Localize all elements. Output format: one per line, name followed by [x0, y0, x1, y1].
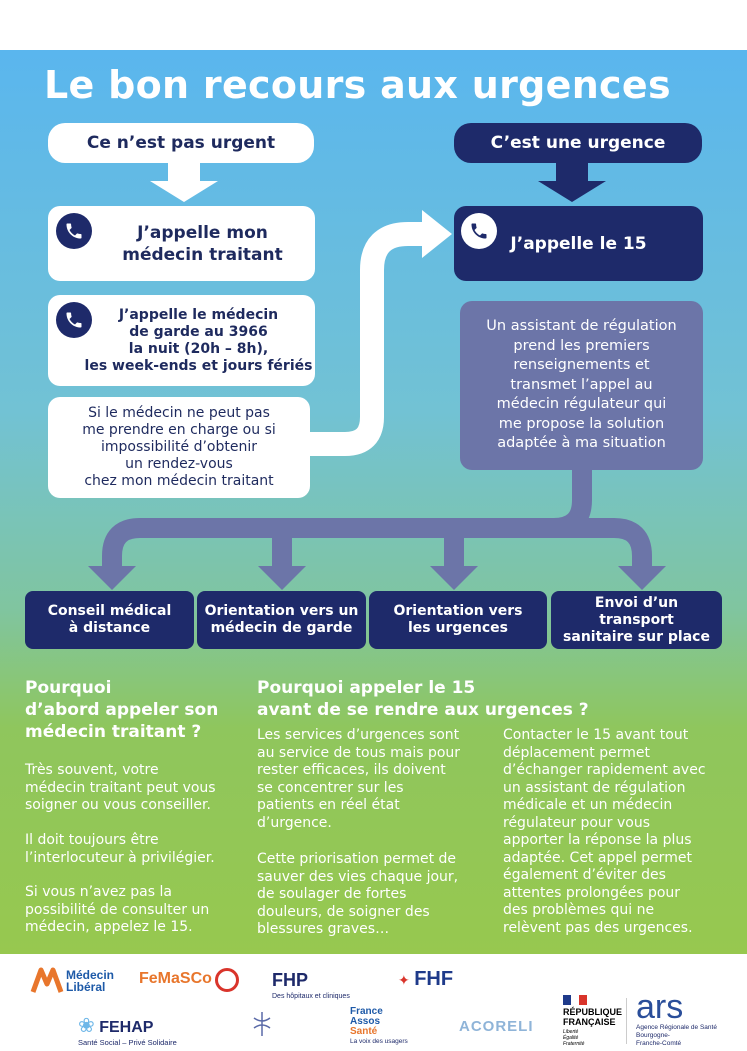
ars-subtitle-2: Bourgogne-: [636, 1032, 670, 1039]
marianne-flag-icon: [563, 995, 587, 1005]
call-doctor-card: [48, 206, 315, 281]
caduceus-logo: [232, 1010, 292, 1043]
outcome-4-line-1: Envoi d’un transport: [594, 594, 679, 628]
medecin-liberal-text-1: Médecin: [66, 968, 115, 982]
ars-logo: [636, 990, 717, 1048]
why-doctor-paragraph-3: [25, 884, 209, 937]
text-line: l’interlocuteur à privilégier.: [25, 849, 215, 866]
text-line: douleurs, de soigner des: [257, 903, 430, 920]
if-not-available-line-1: Si le médecin ne peut pas: [88, 405, 270, 421]
femasco-ring-icon: [215, 968, 239, 992]
text-line: relèvent pas des urgences.: [503, 919, 693, 936]
text-line: Cette priorisation permet de: [257, 851, 457, 867]
fhp-tagline: Des hôpitaux et cliniques: [272, 993, 350, 1000]
outcome-3-line-2: les urgences: [408, 620, 508, 636]
republique-francaise-logo: [563, 995, 622, 1047]
regulation-line-1: Un assistant de régulation: [486, 318, 677, 335]
call-3966-line-2: de garde au 3966: [129, 323, 268, 340]
arrow-down-left: [150, 163, 218, 202]
why-doctor-paragraph-1: [25, 762, 216, 815]
text-line: attentes prolongées pour: [503, 884, 681, 901]
logo-divider: [626, 998, 627, 1044]
fehap-flower-icon: ❀: [78, 1015, 95, 1037]
arrow-down-right: [538, 163, 606, 202]
why-15-col1-paragraph-2: [257, 851, 458, 939]
france-assos-text-3: Santé: [350, 1026, 378, 1037]
why-doctor-heading: [25, 677, 218, 743]
text-line: d’échanger rapidement avec: [503, 762, 706, 778]
text-line: médicale et un médecin: [503, 797, 673, 813]
outcome-medical-advice: [25, 591, 194, 649]
outcome-2-line-1: Orientation vers un: [204, 603, 359, 619]
phone-icon: [56, 302, 92, 338]
text-line: adaptée. Cet appel permet: [503, 849, 692, 866]
text-line: un assistant de régulation: [503, 779, 686, 796]
why-doctor-paragraph-2: [25, 832, 215, 867]
why-doctor-heading-line-1: Pourquoi: [25, 678, 112, 698]
call-3966-line-4: les week-ends et jours fériés: [84, 357, 313, 374]
why-15-heading: [257, 677, 589, 721]
text-line: apporter la réponse la plus: [503, 832, 692, 848]
text-line: patients en réel état: [257, 797, 400, 813]
text-line: Contacter le 15 avant tout: [503, 727, 689, 743]
republique-text-1: RÉPUBLIQUE: [563, 1007, 623, 1017]
caduceus-icon: [232, 1010, 292, 1038]
fehap-text: FEHAP: [99, 1019, 154, 1036]
why-doctor-heading-line-3: médecin traitant ?: [25, 722, 202, 742]
call-3966-line-1: J’appelle le médecin: [118, 306, 279, 323]
text-line: sauver des vies chaque jour,: [257, 868, 459, 885]
text-line: régulateur pour vous: [503, 814, 651, 831]
why-15-heading-line-2: avant de se rendre aux urgences ?: [257, 700, 589, 720]
fhp-logo: [272, 970, 350, 1000]
why-15-col1-paragraph-1: [257, 727, 460, 832]
regulation-line-2: prend les premiers: [513, 337, 650, 354]
phone-icon: [56, 213, 92, 249]
outcome-3-line-1: Orientation vers: [393, 603, 523, 619]
text-line: possibilité de consulter un: [25, 901, 210, 918]
france-assos-text-1: France: [350, 1006, 383, 1017]
outcome-1-line-1: Conseil médical: [47, 603, 172, 619]
page-title: Le bon recours aux urgences: [44, 63, 671, 107]
text-line: des problèmes qui ne: [503, 902, 655, 918]
if-not-available-line-3: impossibilité d’obtenir: [101, 439, 257, 455]
text-line: soigner ou vous conseiller.: [25, 797, 211, 813]
not-urgent-label: Ce n’est pas urgent: [86, 133, 276, 153]
ars-subtitle-3: Franche-Comté: [636, 1040, 682, 1047]
femasco-text: FeMaSCo: [139, 970, 212, 987]
acoreli-logo: [459, 1018, 534, 1036]
fhf-bird-icon: ✦: [398, 972, 410, 988]
outcome-2-line-2: médecin de garde: [210, 620, 353, 636]
phone-icon: [461, 213, 497, 249]
urgent-header: [454, 123, 702, 163]
fehap-subtitle: Santé Social – Privé Solidaire: [78, 1038, 177, 1047]
medecin-liberal-logo: [30, 966, 115, 1001]
regulation-line-6: me propose la solution: [498, 415, 665, 432]
fehap-logo: [78, 1013, 177, 1047]
devise-text-2: Égalité: [563, 1035, 579, 1041]
text-line: Si vous n’avez pas la: [25, 884, 172, 900]
outcome-4-line-2: sanitaire sur place: [563, 628, 710, 645]
if-not-available-card: [48, 397, 310, 498]
text-line: déplacement permet: [503, 744, 650, 761]
france-assos-text-2: Assos: [350, 1016, 381, 1027]
outcome-ambulance: [551, 591, 722, 649]
arrow-escalation: [310, 234, 425, 444]
why-15-col2: [503, 727, 706, 937]
text-line: d’urgence.: [257, 814, 332, 831]
text-line: au service de tous mais pour: [257, 744, 461, 761]
why-doctor-heading-line-2: d’abord appeler son: [25, 700, 219, 720]
text-line: blessures graves…: [257, 921, 390, 937]
acoreli-text: ACORELI: [459, 1018, 534, 1035]
if-not-available-line-5: chez mon médecin traitant: [84, 473, 274, 489]
call-15-label: J’appelle le 15: [510, 233, 647, 254]
call-3966-line-3: la nuit (20h – 8h),: [128, 340, 269, 357]
regulation-line-5: médecin régulateur qui: [496, 396, 667, 413]
republique-text-2: FRANÇAISE: [563, 1017, 616, 1027]
devise-text-1: Liberté: [563, 1029, 579, 1035]
not-urgent-header: [48, 123, 314, 163]
call-doctor-line-2: médecin traitant: [122, 244, 283, 265]
text-line: médecin, appelez le 15.: [25, 919, 193, 935]
text-line: Très souvent, votre: [25, 762, 159, 778]
outcome-1-line-2: à distance: [68, 620, 151, 636]
text-line: également d’éviter des: [503, 867, 666, 883]
fhp-text: FHP: [272, 970, 308, 990]
france-assos-sante-logo: [350, 1007, 408, 1047]
ars-text: ars: [636, 988, 684, 1026]
text-line: médecin traitant peut vous: [25, 779, 216, 796]
if-not-available-line-2: me prendre en charge ou si: [82, 422, 276, 438]
ars-subtitle-1: Agence Régionale de Santé: [636, 1024, 717, 1031]
text-line: rester efficaces, ils doivent: [257, 762, 446, 778]
if-not-available-line-4: un rendez-vous: [125, 456, 233, 472]
outcome-doctor-on-call: [197, 591, 366, 649]
regulation-line-7: adaptée à ma situation: [497, 435, 666, 452]
fhf-logo: [398, 968, 453, 991]
outcome-emergency-room: [369, 591, 547, 649]
text-line: se concentrer sur les: [257, 779, 404, 796]
regulation-box: [460, 301, 703, 470]
fhf-text: FHF: [414, 968, 454, 990]
why-15-heading-line-1: Pourquoi appeler le 15: [257, 678, 476, 698]
urgent-label: C’est une urgence: [490, 133, 666, 153]
call-doctor-line-1: J’appelle mon: [137, 222, 268, 243]
france-assos-subtitle: La voix des usagers: [350, 1038, 408, 1045]
text-line: Il doit toujours être: [25, 832, 159, 848]
devise-text-3: Fraternité: [563, 1041, 585, 1047]
regulation-line-4: transmet l’appel au: [510, 376, 653, 393]
regulation-line-3: renseignements et: [513, 357, 650, 374]
text-line: Les services d’urgences sont: [257, 727, 460, 743]
medecin-liberal-text-2: Libéral: [66, 980, 106, 994]
medecin-liberal-icon: [30, 966, 64, 996]
text-line: de soulager de fortes: [257, 886, 407, 902]
femasco-logo: [139, 970, 245, 996]
